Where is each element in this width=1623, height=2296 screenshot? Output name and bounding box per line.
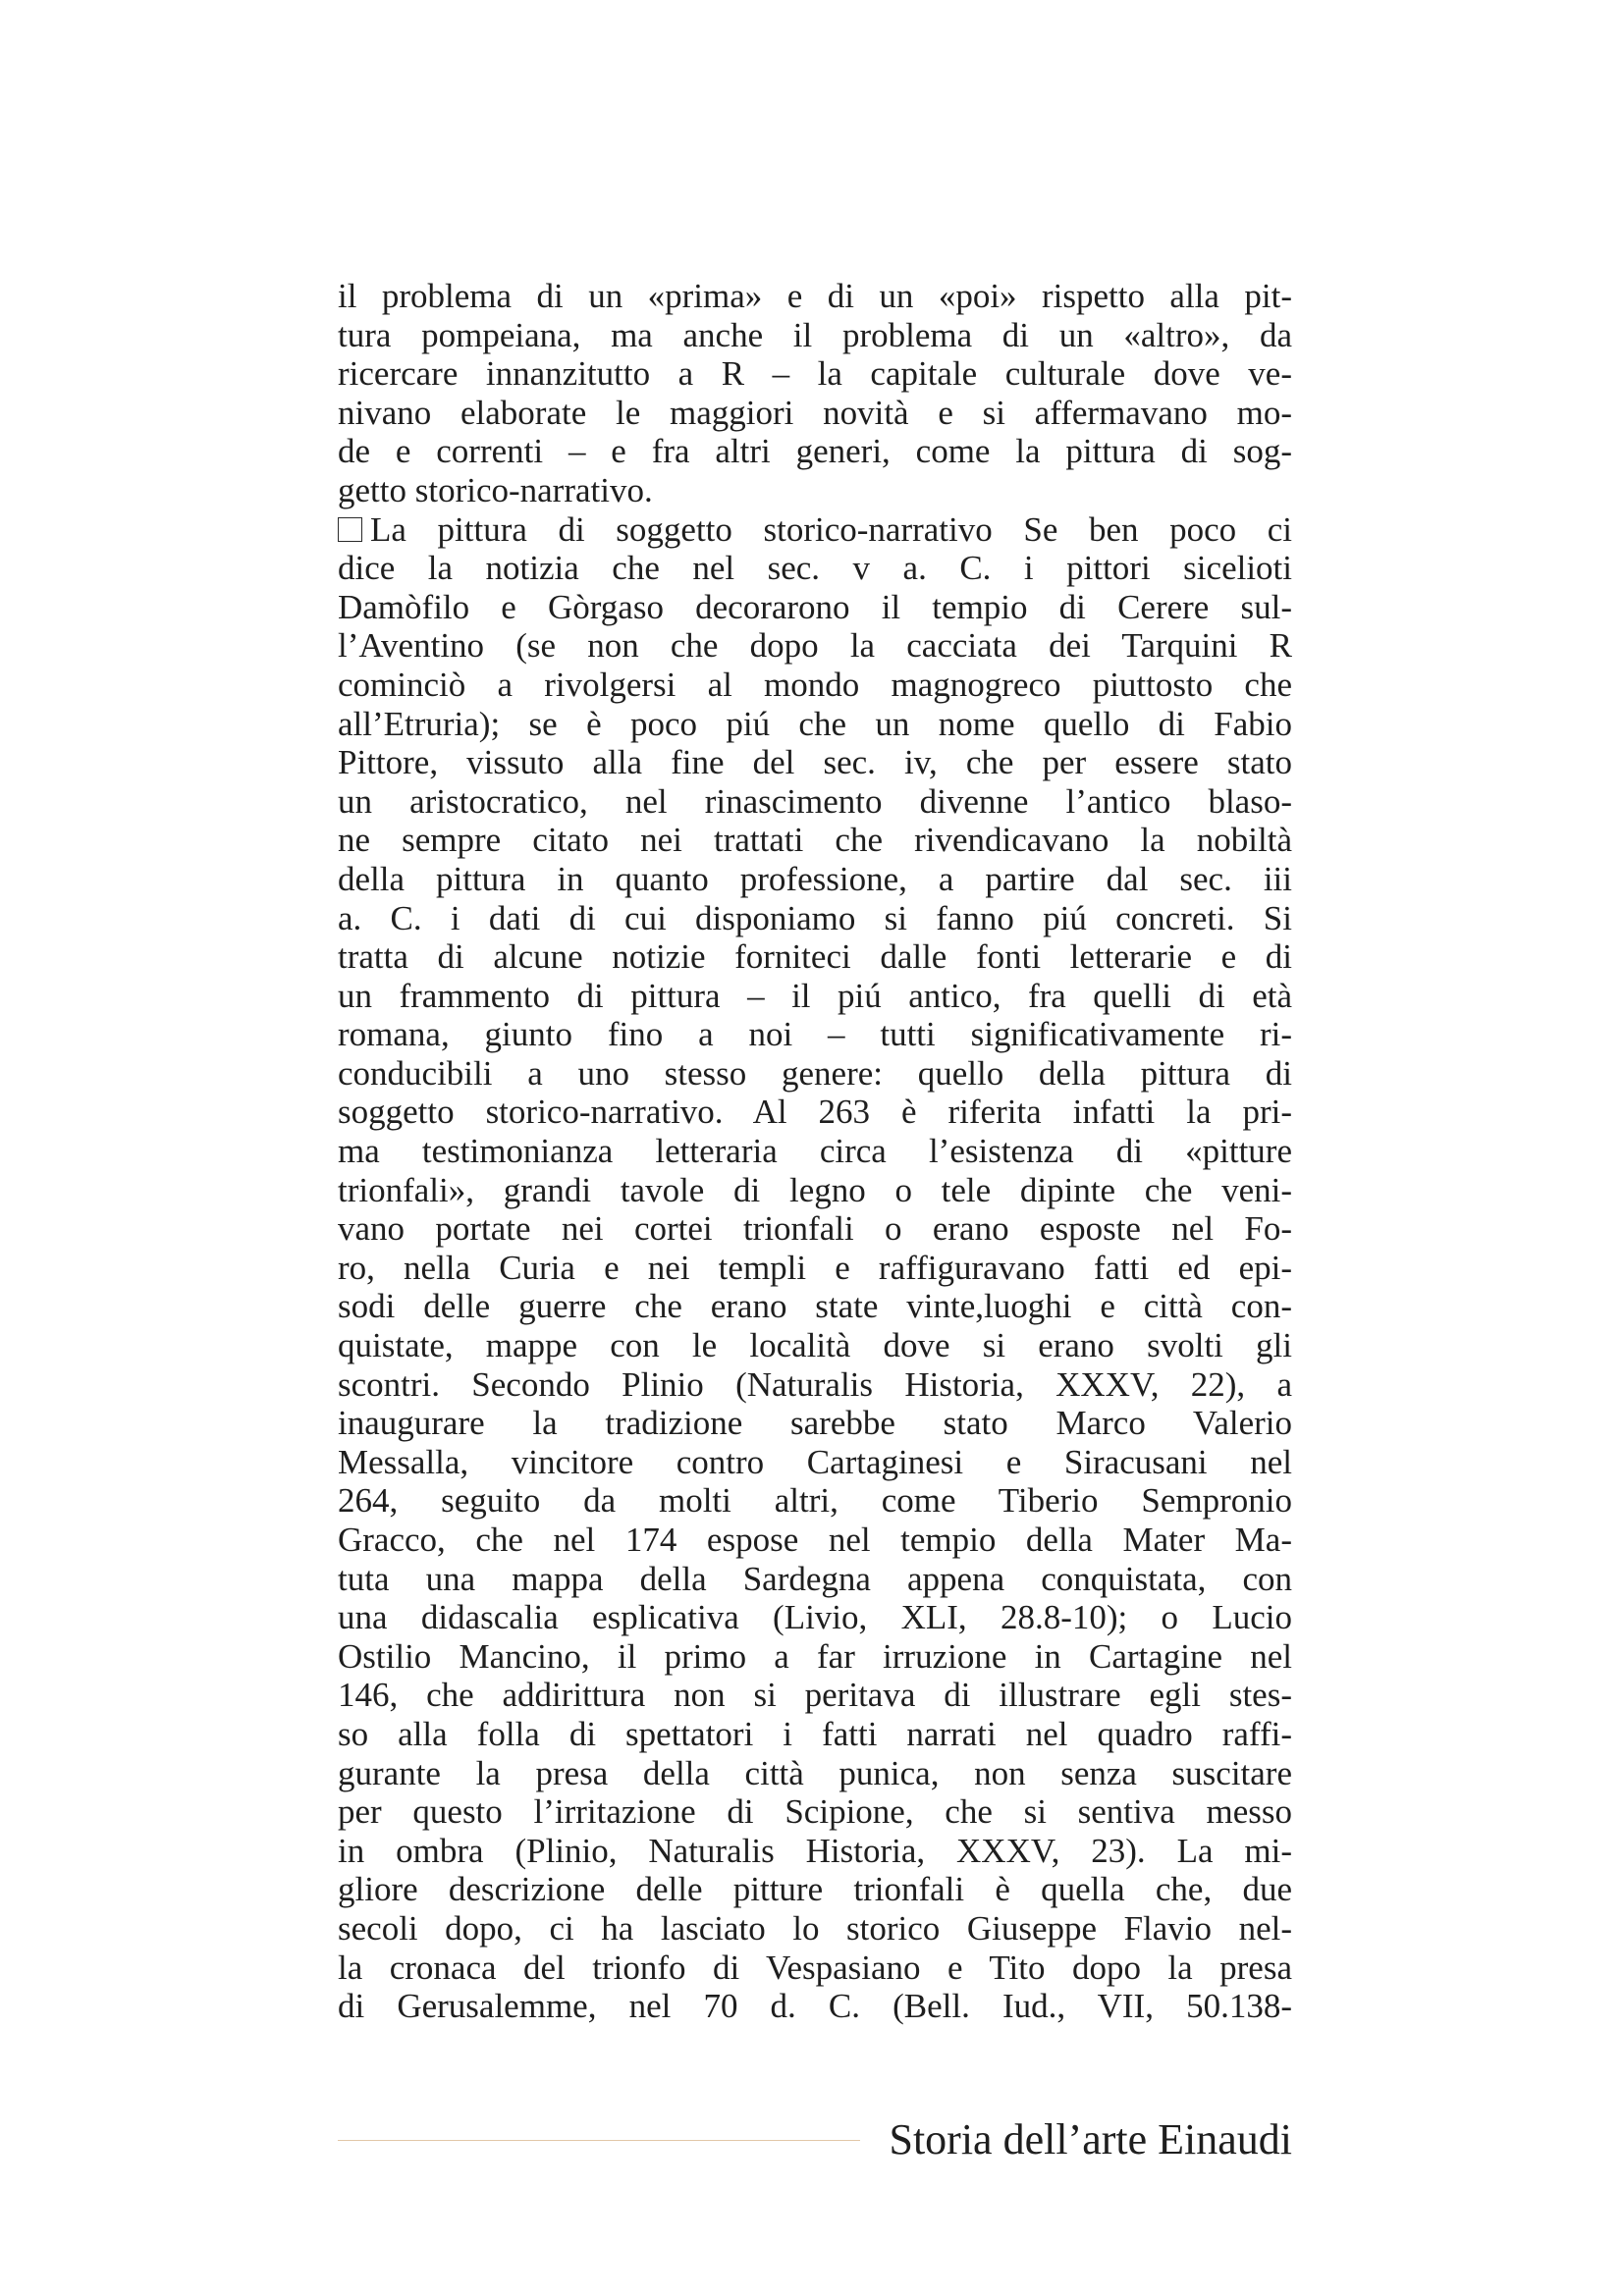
text-line: gurante la presa della città punica, non senza suscitare bbox=[338, 1753, 1292, 1792]
section-marker-icon bbox=[338, 517, 362, 542]
text-line: dice la notizia che nel sec. v a. C. i pittori sicelioti bbox=[338, 549, 1292, 588]
footer-title: Storia dell’arte Einaudi bbox=[889, 2115, 1292, 2163]
text-line: getto storico-narrativo. bbox=[338, 470, 653, 509]
text-line: una didascalia esplicativa (Livio, XLI, 28.8-10); o Lucio bbox=[338, 1598, 1292, 1637]
text-line: soggetto storico-narrativo. Al 263 è riferita infatti la pri- bbox=[338, 1093, 1292, 1132]
text-line: ne sempre citato nei trattati che rivendicavano la nobiltà bbox=[338, 821, 1292, 860]
text-line: della pittura in quanto professione, a partire dal sec. iii bbox=[338, 859, 1292, 898]
text-line: sodi delle guerre che erano state vinte,luoghi e città con- bbox=[338, 1287, 1292, 1326]
text-line: trionfali», grandi tavole di legno o tele dipinte che veni- bbox=[338, 1170, 1292, 1209]
text-line: so alla folla di spettatori i fatti narrati nel quadro raffi- bbox=[338, 1714, 1292, 1753]
text-line: Pittore, vissuto alla fine del sec. iv, che per essere stato bbox=[338, 743, 1292, 782]
text-line: il problema di un «prima» e di un «poi» rispetto alla pit- bbox=[338, 277, 1292, 315]
text-line: tratta di alcune notizie forniteci dalle fonti letterarie e di bbox=[338, 937, 1292, 977]
text-line: a. C. i dati di cui disponiamo si fanno piú concreti. Si bbox=[338, 898, 1292, 937]
text-line: Damòfilo e Gòrgaso decorarono il tempio di Cerere sul- bbox=[338, 587, 1292, 626]
text-line: un frammento di pittura – il piú antico, fra quelli di età bbox=[338, 976, 1292, 1015]
body-text bbox=[338, 277, 1292, 2026]
text-line: ro, nella Curia e nei templi e raffiguravano fatti ed epi- bbox=[338, 1248, 1292, 1287]
text-line: tuta una mappa della Sardegna appena conquistata, con bbox=[338, 1559, 1292, 1598]
text-line: nivano elaborate le maggiori novità e si affermavano mo- bbox=[338, 393, 1292, 432]
text-line: secoli dopo, ci ha lasciato lo storico Giuseppe Flavio nel- bbox=[338, 1908, 1292, 1948]
text-line: Messalla, vincitore contro Cartaginesi e Siracusani nel bbox=[338, 1442, 1292, 1481]
text-line: inaugurare la tradizione sarebbe stato Marco Valerio bbox=[338, 1404, 1292, 1443]
text-line: Gracco, che nel 174 espose nel tempio della Mater Ma- bbox=[338, 1521, 1292, 1559]
text-line: la cronaca del trionfo di Vespasiano e Tito dopo la presa bbox=[338, 1948, 1292, 1987]
text-line: 264, seguito da molti altri, come Tiberio Sempronio bbox=[338, 1481, 1292, 1521]
text-line: quistate, mappe con le località dove si erano svolti gli bbox=[338, 1326, 1292, 1365]
text-line: cominciò a rivolgersi al mondo magnogreco piuttosto che bbox=[338, 665, 1292, 704]
text-line: vano portate nei cortei trionfali o erano esposte nel Fo- bbox=[338, 1209, 1292, 1249]
text-line: all’Etruria); se è poco piú che un nome quello di Fabio bbox=[338, 704, 1292, 743]
text-line: tura pompeiana, ma anche il problema di un «altro», da bbox=[338, 315, 1292, 354]
text-line: de e correnti – e fra altri generi, come la pittura di sog- bbox=[338, 432, 1292, 471]
page-footer bbox=[338, 2110, 1292, 2169]
text-line: ma testimonianza letteraria circa l’esistenza di «pitture bbox=[338, 1132, 1292, 1171]
text-line: di Gerusalemme, nel 70 d. C. (Bell. Iud., VII, 50.138- bbox=[338, 1987, 1292, 2026]
footer-rule bbox=[338, 2140, 860, 2141]
section-heading-text: La pittura di soggetto storico-narrativo Se ben poco ci bbox=[370, 509, 1292, 549]
text-line: scontri. Secondo Plinio (Naturalis Historia, XXXV, 22), a bbox=[338, 1364, 1292, 1404]
text-line: conducibili a uno stesso genere: quello della pittura di bbox=[338, 1053, 1292, 1093]
text-line: romana, giunto fino a noi – tutti significativamente ri- bbox=[338, 1015, 1292, 1054]
text-line: Ostilio Mancino, il primo a far irruzione in Cartagine nel bbox=[338, 1636, 1292, 1676]
text-line: 146, che addirittura non si peritava di illustrare egli stes- bbox=[338, 1676, 1292, 1715]
text-line: in ombra (Plinio, Naturalis Historia, XXXV, 23). La mi- bbox=[338, 1831, 1292, 1870]
text-line: gliore descrizione delle pitture trionfali è quella che, due bbox=[338, 1870, 1292, 1909]
text-line: l’Aventino (se non che dopo la cacciata dei Tarquini R bbox=[338, 626, 1292, 666]
section-heading-line bbox=[338, 510, 1292, 550]
text-line: ricercare innanzitutto a R – la capitale culturale dove ve- bbox=[338, 354, 1292, 394]
text-line: per questo l’irritazione di Scipione, che si sentiva messo bbox=[338, 1792, 1292, 1832]
text-line: un aristocratico, nel rinascimento divenne l’antico blaso- bbox=[338, 781, 1292, 821]
